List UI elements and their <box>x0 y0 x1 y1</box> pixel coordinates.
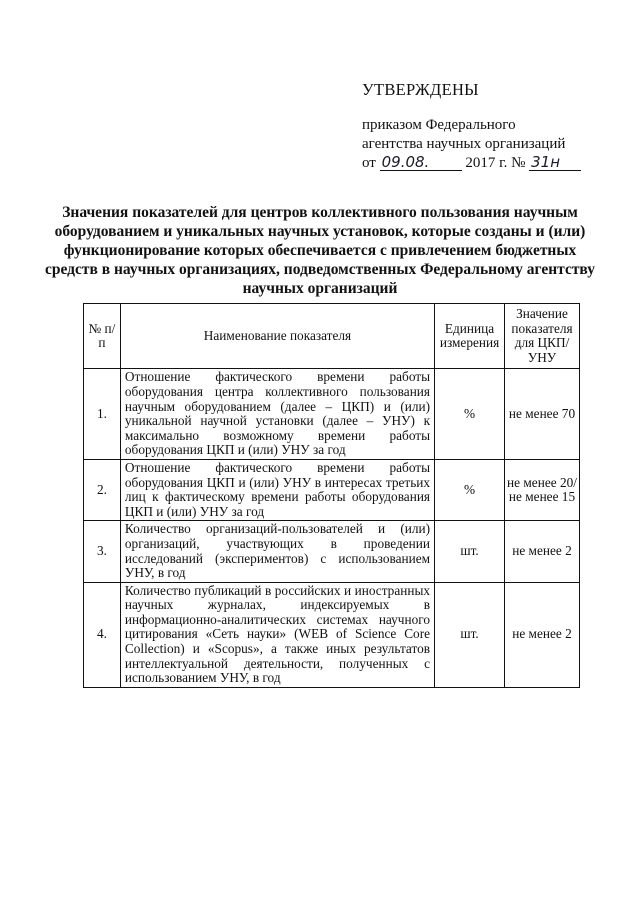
indicators-table <box>83 303 580 688</box>
table-row <box>84 369 580 460</box>
table-row <box>84 521 580 582</box>
header-unit: Единица измерения <box>435 304 505 369</box>
document-title: Значения показателей для центров коллективного пользования научным оборудованием и уникальных научных установок, которые созданы и (или) функционирование которых обеспечивается с привлечением бюджетных средств в научных организациях, подведомственных Федеральному агентству научных организаций <box>44 204 596 297</box>
handwritten-date: 09.08. <box>380 154 462 171</box>
row-unit: % <box>435 459 505 520</box>
row-num: 2. <box>84 459 121 520</box>
row-unit: шт. <box>435 521 505 582</box>
row-num: 4. <box>84 582 121 687</box>
row-value: не менее 2 <box>505 521 580 582</box>
row-num: 3. <box>84 521 121 582</box>
approval-year: 2017 г. № <box>465 155 526 171</box>
table-header-row <box>84 304 580 369</box>
table-row <box>84 459 580 520</box>
row-name: Количество организаций-пользователей и (или) организаций, участвующих в проведении исследований (экспериментов) с использованием УНУ, в год <box>120 521 434 582</box>
row-name: Отношение фактического времени работы оборудования ЦКП и (или) УНУ в интересах третьих лиц к фактическому времени работы оборудования ЦКП и (или) УНУ за год <box>120 459 434 520</box>
row-value: не менее 70 <box>505 369 580 460</box>
handwritten-number: 31н <box>529 154 581 171</box>
row-unit: шт. <box>435 582 505 687</box>
approval-block <box>362 80 632 173</box>
row-name: Отношение фактического времени работы оборудования центра коллективного пользования научным оборудованием (далее – ЦКП) и (или) уникальной научной установки (далее – УНУ) к максимально возможному времени работы оборудования ЦКП и (или) УНУ за год <box>120 369 434 460</box>
approval-from: от <box>362 155 376 171</box>
row-name: Количество публикаций в российских и иностранных научных журналах, индексируемых в информационно-аналитических системах научного цитирования «Сеть науки» (WEB of Science Core Collection) и «Scopus», а также иных результатов интеллектуальной деятельности, полученных с использованием УНУ, в год <box>120 582 434 687</box>
header-num: № п/п <box>84 304 121 369</box>
approval-heading: УТВЕРЖДЕНЫ <box>362 80 479 99</box>
approval-line-2: агентства научных организаций <box>362 136 566 152</box>
row-unit: % <box>435 369 505 460</box>
header-name: Наименование показателя <box>120 304 434 369</box>
approval-line-1: приказом Федерального <box>362 117 516 133</box>
approval-date-line <box>362 154 632 173</box>
row-num: 1. <box>84 369 121 460</box>
table-row <box>84 582 580 687</box>
row-value: не менее 2 <box>505 582 580 687</box>
row-value: не менее 20/ не менее 15 <box>505 459 580 520</box>
header-value: Значение показателя для ЦКП/УНУ <box>505 304 580 369</box>
